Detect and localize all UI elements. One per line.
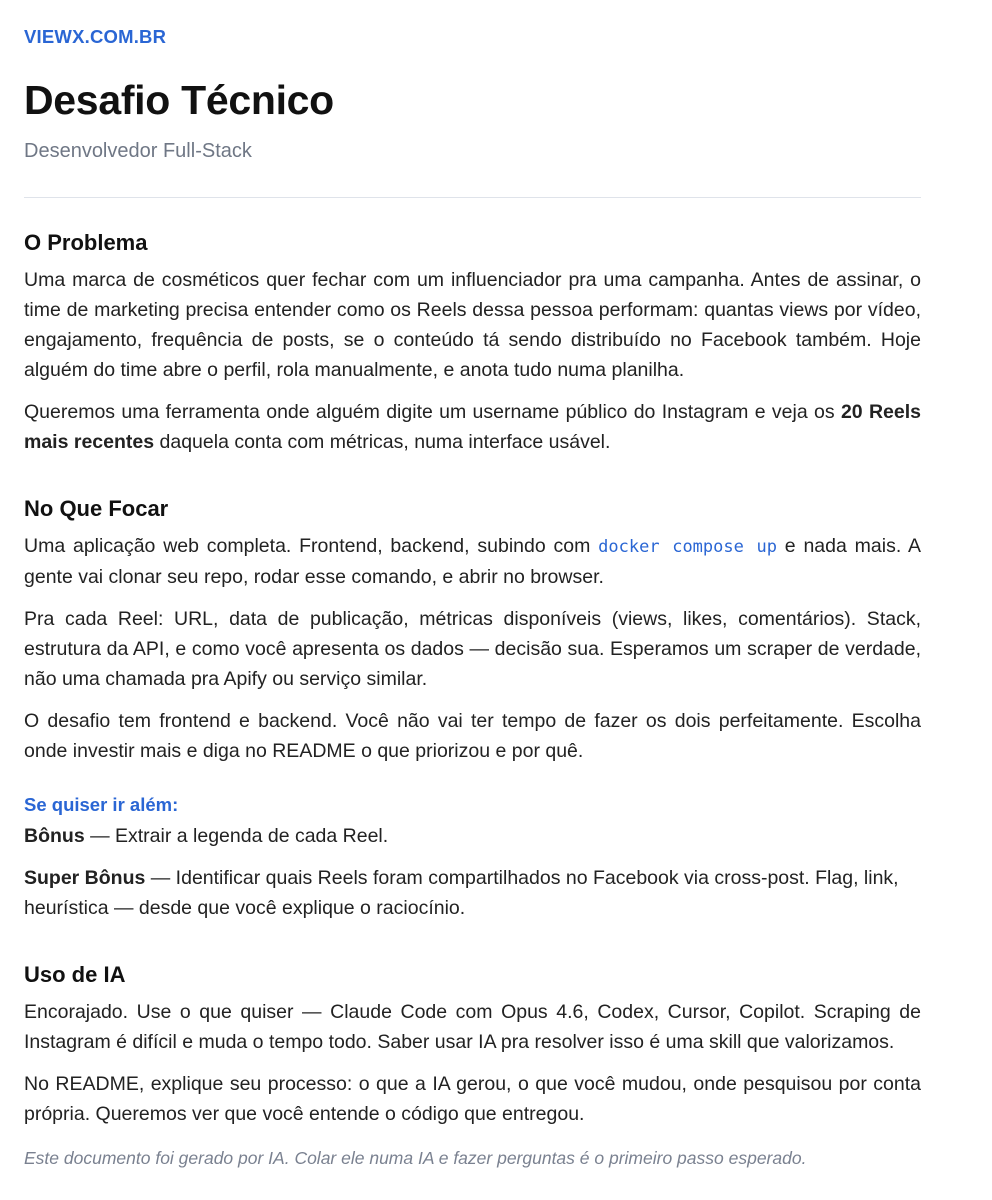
section-ai xyxy=(24,962,921,1129)
problem-paragraph-2 xyxy=(24,397,921,457)
docker-command: docker compose up xyxy=(598,537,777,557)
bonus-text: — Extrair a legenda de cada Reel. xyxy=(84,825,389,847)
ai-paragraph-1: Encorajado. Use o que quiser — Claude Code com Opus 4.6, Codex, Cursor, Copilot. Scraping de Instagram é difícil e muda o tempo todo. Saber usar IA pra resolver isso é uma skill que valorizamos. xyxy=(24,1001,921,1053)
bonus-label: Bônus xyxy=(24,825,85,847)
problem-paragraph-1: Uma marca de cosméticos quer fechar com um influenciador pra uma campanha. Antes de assinar, o time de marketing precisa entender como os Reels dessa pessoa performam: quantas views por vídeo, engajamento, frequência de posts, se o conteúdo tá sendo distribuído no Facebook também. Hoje alguém do time abre o perfil, rola manualmente, e anota tudo numa planilha. xyxy=(24,269,921,381)
focus-paragraph-3: O desafio tem frontend e backend. Você não vai ter tempo de fazer os dois perfeitamente. Escolha onde investir mais e diga no README o que priorizou e por quê. xyxy=(24,710,921,762)
section-heading-focus: No Que Focar xyxy=(24,496,169,521)
section-problem xyxy=(24,230,921,457)
problem-p2-text-b: daquela conta com métricas, numa interface usável. xyxy=(154,431,611,453)
page-title: Desafio Técnico xyxy=(24,77,334,123)
problem-p2-emphasis: 20 Reels mais recentes xyxy=(24,401,921,453)
extras-heading: Se quiser ir além: xyxy=(24,794,179,815)
focus-p1-text-a: Uma aplicação web completa. Frontend, backend, subindo com xyxy=(24,535,599,557)
brand-link[interactable]: VIEWX.COM.BR xyxy=(24,26,167,47)
problem-p2-text-a: Queremos uma ferramenta onde alguém digite um username público do Instagram e veja os xyxy=(24,401,841,423)
super-bonus-item xyxy=(24,863,921,923)
header-divider xyxy=(24,197,921,198)
page-subtitle: Desenvolvedor Full-Stack xyxy=(24,140,252,162)
ai-paragraph-2: No README, explique seu processo: o que a IA gerou, o que você mudou, onde pesquisou por conta própria. Queremos ver que você entende o código que entregou. xyxy=(24,1073,921,1125)
focus-paragraph-2: Pra cada Reel: URL, data de publicação, métricas disponíveis (views, likes, comentários). Stack, estrutura da API, e como você apresenta os dados — decisão sua. Esperamos um scraper de verdade, não uma chamada pra Apify ou serviço similar. xyxy=(24,608,921,690)
footnote: Este documento foi gerado por IA. Colar ele numa IA e fazer perguntas é o primeiro passo esperado. xyxy=(24,1148,807,1168)
section-focus xyxy=(24,496,921,766)
bonus-item xyxy=(24,821,921,851)
section-extras xyxy=(24,794,921,923)
section-heading-ai: Uso de IA xyxy=(24,962,126,987)
focus-paragraph-1 xyxy=(24,531,921,592)
focus-p1-text-b: e nada mais. A gente vai clonar seu repo, rodar esse comando, e abrir no browser. xyxy=(24,535,921,588)
super-bonus-text: — Identificar quais Reels foram compartilhados no Facebook via cross-post. Flag, link, heurística — desde que você explique o raciocínio. xyxy=(24,867,899,919)
section-heading-problem: O Problema xyxy=(24,230,148,255)
super-bonus-label: Super Bônus xyxy=(24,867,146,889)
